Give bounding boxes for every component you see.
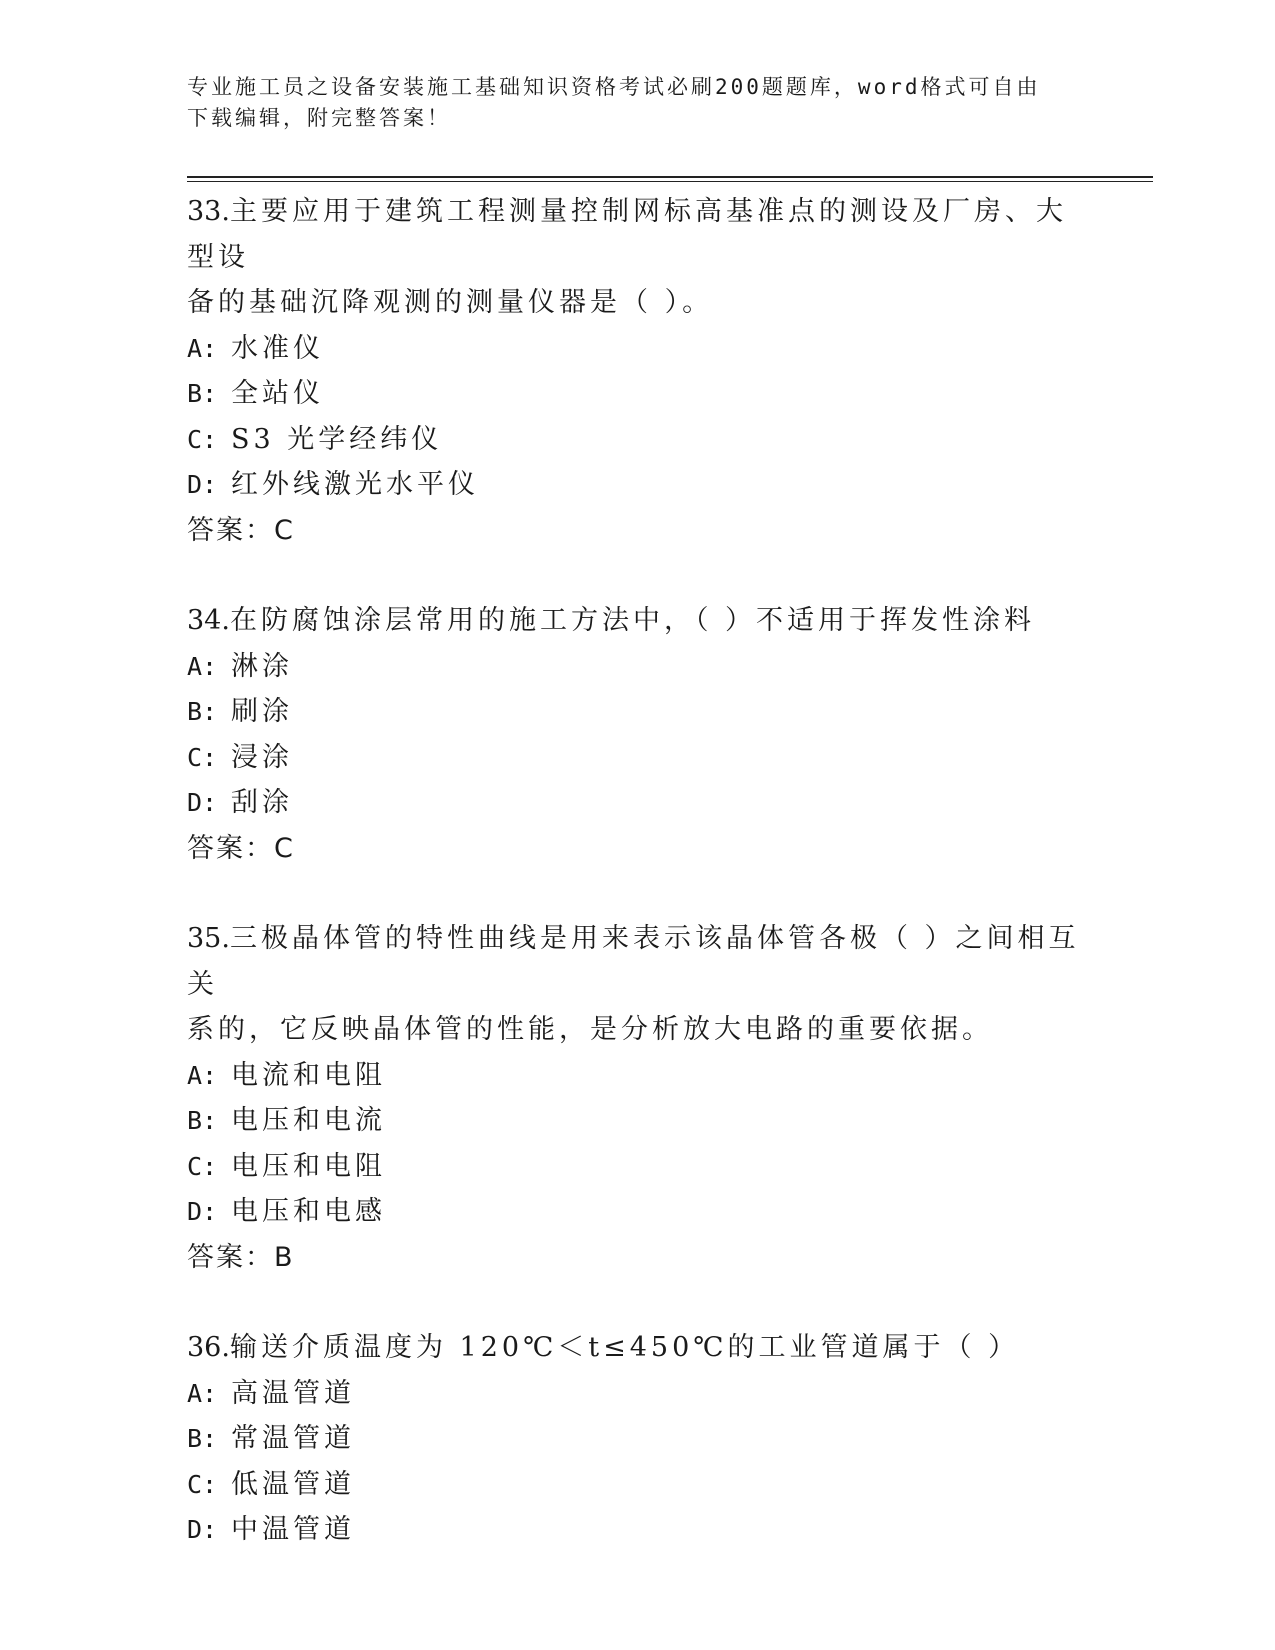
option-letter: B: xyxy=(187,379,218,408)
option-letter: D: xyxy=(187,470,218,499)
question-number: 34. xyxy=(187,605,230,636)
option-text: 电压和电感 xyxy=(231,1196,386,1227)
header-rule-thin xyxy=(187,181,1153,182)
question-number: 35. xyxy=(187,923,230,954)
option-a xyxy=(187,1371,1087,1417)
option-text: 高温管道 xyxy=(231,1377,355,1409)
answer-text: 答案：C xyxy=(187,514,295,546)
option-text: 水准仪 xyxy=(231,332,324,364)
option-letter: D: xyxy=(187,1515,218,1544)
option-a xyxy=(187,1053,1087,1099)
question-33 xyxy=(187,189,1087,553)
option-text: 电压和电流 xyxy=(231,1105,386,1136)
question-text-line-2: 系的，它反映晶体管的性能，是分析放大电路的重要依据。 xyxy=(187,1014,993,1045)
option-b xyxy=(187,689,1087,735)
answer-text: 答案：C xyxy=(187,832,295,864)
option-letter: B: xyxy=(187,697,218,726)
option-letter: B: xyxy=(187,1424,218,1453)
option-b xyxy=(187,1416,1087,1462)
option-text: S3 光学经纬仪 xyxy=(231,423,443,455)
option-text: 全站仪 xyxy=(231,378,324,409)
question-list xyxy=(187,189,1087,1553)
question-text-line-1: 输送介质温度为 120℃＜t≤450℃的工业管道属于（ ） xyxy=(229,1332,1020,1363)
option-c xyxy=(187,417,1087,463)
option-letter: A: xyxy=(187,1378,218,1408)
option-text: 中温管道 xyxy=(231,1514,355,1545)
question-34 xyxy=(187,598,1087,871)
question-35 xyxy=(187,916,1087,1280)
option-letter: C: xyxy=(187,1469,218,1499)
option-text: 刮涂 xyxy=(231,787,293,818)
answer-text: 答案：B xyxy=(187,1241,295,1273)
option-text: 电压和电阻 xyxy=(231,1150,386,1182)
option-letter: A: xyxy=(187,1060,218,1090)
question-number: 33. xyxy=(187,196,230,227)
header-title-line-2: 下载编辑，附完整答案！ xyxy=(187,106,451,130)
option-c xyxy=(187,1462,1087,1508)
option-a xyxy=(187,326,1087,372)
option-a xyxy=(187,644,1087,690)
option-text: 浸涂 xyxy=(231,741,293,773)
option-d xyxy=(187,1507,1087,1553)
question-text-line-1: 三极晶体管的特性曲线是用来表示该晶体管各极（ ）之间相互关 xyxy=(187,923,1080,1000)
option-d xyxy=(187,462,1087,508)
option-c xyxy=(187,1144,1087,1190)
option-text: 常温管道 xyxy=(231,1423,355,1454)
option-b xyxy=(187,371,1087,417)
header-rule-thick xyxy=(187,176,1153,178)
option-letter: C: xyxy=(187,742,218,772)
option-letter: A: xyxy=(187,651,218,681)
option-d xyxy=(187,1189,1087,1235)
question-text-line-1: 在防腐蚀涂层常用的施工方法中，（ ）不适用于挥发性涂料 xyxy=(229,605,1036,636)
option-d xyxy=(187,780,1087,826)
question-text-line-2: 备的基础沉降观测的测量仪器是（ ）。 xyxy=(187,287,714,318)
option-letter: C: xyxy=(187,1151,218,1181)
option-letter: D: xyxy=(187,1197,218,1226)
option-c xyxy=(187,735,1087,781)
option-letter: A: xyxy=(187,333,218,363)
document-header xyxy=(187,72,1067,134)
question-36 xyxy=(187,1325,1087,1553)
option-text: 刷涂 xyxy=(231,696,293,727)
option-letter: B: xyxy=(187,1106,218,1135)
option-letter: D: xyxy=(187,788,218,817)
option-text: 电流和电阻 xyxy=(231,1059,386,1091)
question-text-line-1: 主要应用于建筑工程测量控制网标高基准点的测设及厂房、大型设 xyxy=(187,196,1067,273)
option-text: 淋涂 xyxy=(231,650,293,682)
option-text: 红外线激光水平仪 xyxy=(231,469,479,500)
header-title-line-1: 专业施工员之设备安装施工基础知识资格考试必刷200题题库，word格式可自由 xyxy=(187,75,1041,99)
option-text: 低温管道 xyxy=(231,1468,355,1500)
option-b xyxy=(187,1098,1087,1144)
option-letter: C: xyxy=(187,424,218,454)
question-number: 36. xyxy=(187,1332,230,1363)
